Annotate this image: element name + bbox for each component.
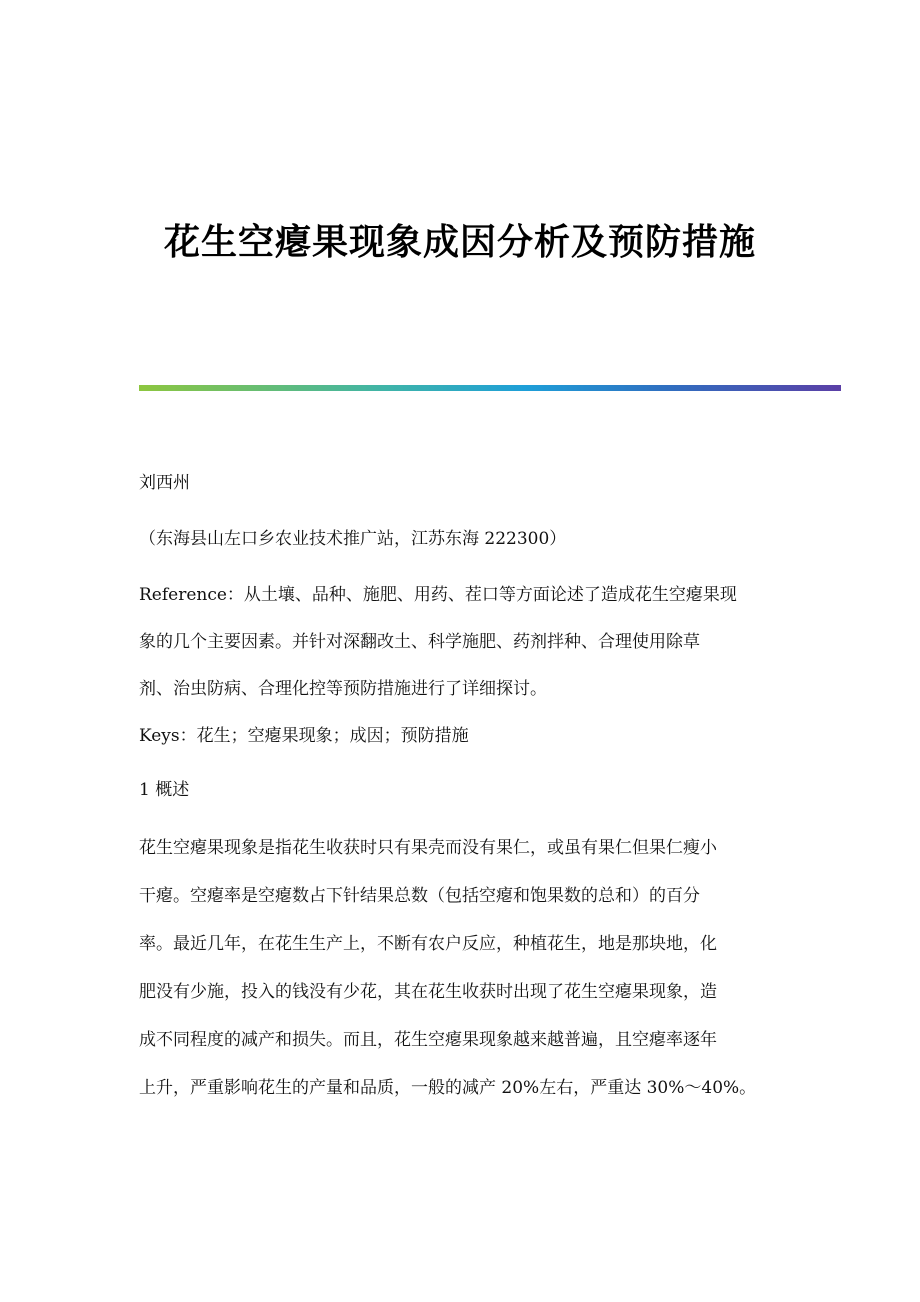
body-line: 干瘪。空瘪率是空瘪数占下针结果总数（包括空瘪和饱果数的总和）的百分	[139, 886, 700, 906]
author-affiliation: （东海县山左口乡农业技术推广站，江苏东海 222300）	[139, 529, 567, 549]
body-line: 肥没有少施，投入的钱没有少花，其在花生收获时出现了花生空瘪果现象，造	[139, 982, 717, 1002]
document-title: 花生空瘪果现象成因分析及预防措施	[163, 221, 756, 263]
section-heading: 1 概述	[139, 780, 190, 800]
document-body	[139, 466, 784, 1119]
abstract-line: 剂、治虫防病、合理化控等预防措施进行了详细探讨。	[139, 679, 547, 699]
body-line: 花生空瘪果现象是指花生收获时只有果壳而没有果仁，或虽有果仁但果仁瘦小	[139, 838, 717, 858]
keywords-line: Keys：花生；空瘪果现象；成因；预防措施	[139, 726, 469, 746]
body-line: 上升，严重影响花生的产量和品质，一般的减产 20%左右，严重达 30%～40%。	[139, 1078, 757, 1098]
body-paragraph	[139, 831, 784, 1105]
abstract-paragraph	[139, 578, 784, 706]
author-name: 刘西州	[139, 473, 190, 493]
body-line: 成不同程度的减产和损失。而且，花生空瘪果现象越来越普遍，且空瘪率逐年	[139, 1030, 717, 1050]
abstract-line: 象的几个主要因素。并针对深翻改土、科学施肥、药剂拌种、合理使用除草	[139, 632, 700, 652]
title-divider	[139, 385, 841, 391]
body-line: 率。最近几年，在花生生产上，不断有农户反应，种植花生，地是那块地，化	[139, 934, 717, 954]
abstract-line: Reference：从土壤、品种、施肥、用药、茬口等方面论述了造成花生空瘪果现	[139, 585, 737, 605]
